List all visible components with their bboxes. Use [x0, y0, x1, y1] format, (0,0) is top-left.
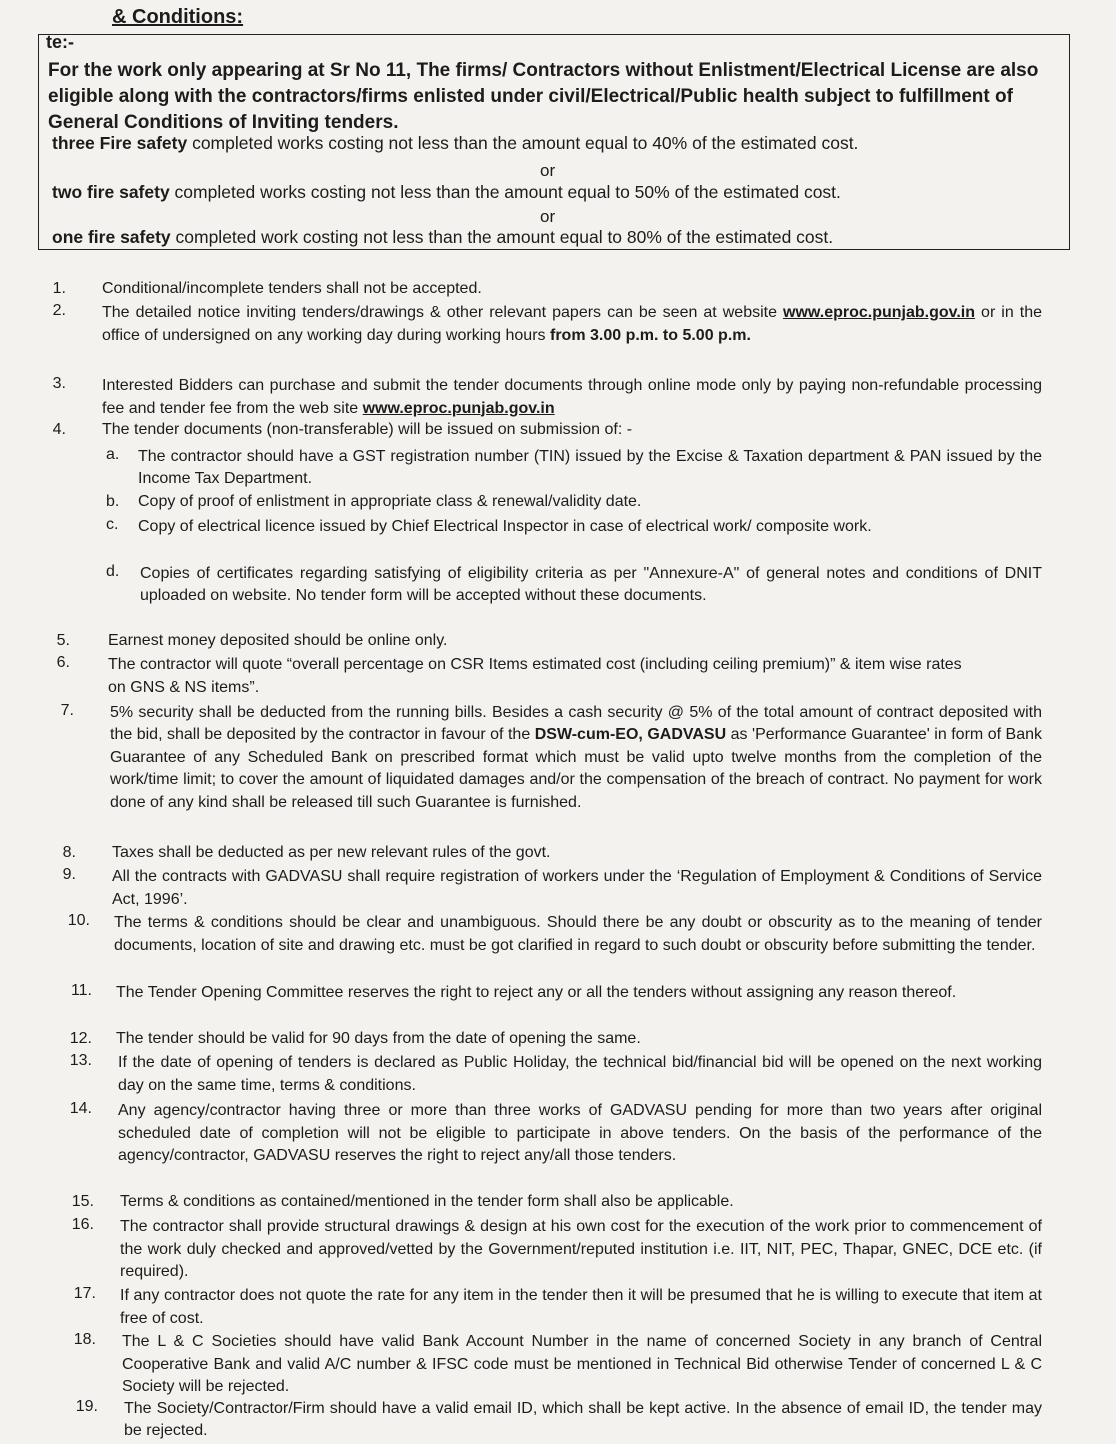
or-separator: or: [540, 207, 556, 226]
sub-item: Copies of certificates regarding satisfying of eligibility criteria as per "Annexure-A" of general notes and conditions of DNIT uploaded on website. No tender form will be accepted without these documents.: [140, 565, 1042, 604]
item-number: 5.: [56, 632, 70, 649]
item-number: 19.: [75, 1398, 98, 1415]
sub-letter: b.: [106, 493, 120, 510]
list-item: 5% security shall be deducted from the running bills. Besides a cash security @ 5% of the total amount of contract deposited with the bid, shall be deposited by the contractor in favour of the DSW-cum-EO, GADVASU as 'Performance Guarantee' in form of Bank Guarantee of any Scheduled Bank on prescribed format which must be valid upto twelve months from the completion of the work/time limit; to cover the amount of liquidated damages and/or the compensation of the breach of contract. No payment for work done of any kind shall be released till such Guarantee is furnished.: [110, 704, 1043, 811]
item-number: 2.: [52, 302, 66, 319]
list-item: The tender should be valid for 90 days from the date of opening the same.: [116, 1030, 641, 1047]
item-number: 14.: [69, 1100, 92, 1117]
sub-letter: d.: [106, 563, 120, 580]
list-item: The Society/Contractor/Firm should have a valid email ID, which shall be kept active. In the absence of email ID, the tender may be rejected.: [124, 1400, 1042, 1439]
item-number: 8.: [62, 844, 76, 861]
sub-item: The contractor should have a GST registration number (TIN) issued by the Excise & Taxation department & PAN issued by the Income Tax Department.: [138, 448, 1042, 487]
list-item: The tender documents (non-transferable) will be issued on submission of: -: [102, 421, 633, 438]
item-number: 13.: [69, 1052, 92, 1069]
item-number: 15.: [71, 1193, 94, 1210]
criterion-3: one fire safety completed work costing not less than the amount equal to 80% of the estimated cost.: [52, 227, 834, 247]
list-item: Conditional/incomplete tenders shall not be accepted.: [102, 280, 482, 297]
list-item: The Tender Opening Committee reserves the right to reject any or all the tenders without assigning any reason thereof.: [116, 984, 957, 1001]
criterion-2: two fire safety completed works costing not less than the amount equal to 50% of the estimated cost.: [52, 182, 841, 202]
or-separator: or: [540, 161, 556, 180]
item-number: 17.: [73, 1285, 96, 1302]
sub-letter: a.: [106, 446, 120, 463]
item-number: 9.: [62, 866, 76, 883]
list-item: The contractor will quote “overall percentage on CSR Items estimated cost (including ceiling premium)” & item wise rates on GNS & NS items”.: [108, 656, 962, 696]
item-number: 10.: [67, 912, 90, 929]
list-item: Interested Bidders can purchase and submit the tender documents through online mode only by paying non-refundable processing fee and tender fee from the web site www.eproc.punjab.gov.in: [102, 377, 1042, 417]
page-heading: & Conditions:: [112, 6, 244, 28]
list-item: Terms & conditions as contained/mentioned in the tender form shall also be applicable.: [120, 1193, 734, 1210]
website-link[interactable]: www.eproc.punjab.gov.in: [362, 399, 555, 417]
note-label: te:-: [46, 32, 74, 52]
sub-item: Copy of proof of enlistment in appropriate class & renewal/validity date.: [138, 493, 642, 510]
list-item: Earnest money deposited should be online only.: [108, 632, 448, 649]
list-item: All the contracts with GADVASU shall require registration of workers under the ‘Regulation of Employment & Conditions of Service Act, 1996’.: [112, 868, 1042, 908]
list-item: Taxes shall be deducted as per new relevant rules of the govt.: [112, 844, 551, 861]
item-number: 18.: [73, 1331, 96, 1348]
list-item: The contractor shall provide structural drawings & design at his own cost for the execution of the work prior to commencement of the work duly checked and approved/vetted by the Government/reputed institution i.e. IIT, NIT, PEC, Thapar, GNEC, DCE etc. (if required).: [120, 1218, 1042, 1280]
list-item: Any agency/contractor having three or more than three works of GADVASU pending for more than two years after original scheduled date of completion will not be eligible to participate in above tenders. On the basis of the performance of the agency/contractor, GADVASU reserves the right to reject any/all those tenders.: [118, 1102, 1042, 1164]
item-number: 7.: [60, 702, 74, 719]
item-number: 4.: [52, 421, 66, 438]
item-number: 1.: [52, 280, 66, 297]
item-number: 6.: [56, 654, 70, 671]
list-item: The detailed notice inviting tenders/drawings & other relevant papers can be seen at website www.eproc.punjab.gov.in or in the office of undersigned on any working day during working hours from 3.00 p.m. to 5.00 p.m.: [102, 304, 1042, 344]
item-number: 3.: [52, 375, 66, 392]
list-item: The terms & conditions should be clear and unambiguous. Should there be any doubt or obscurity as to the meaning of tender documents, location of site and drawing etc. must be got clarified in regard to such doubt or obscurity before submitting the tender.: [114, 914, 1042, 954]
item-number: 11.: [70, 982, 92, 999]
list-item: The L & C Societies should have valid Bank Account Number in the name of concerned Society in any branch of Central Cooperative Bank and valid A/C number & IFSC code must be mentioned in Technical Bid otherwise Tender of concerned L & C Society will be rejected.: [122, 1333, 1042, 1395]
sub-item: Copy of electrical licence issued by Chief Electrical Inspector in case of electrical work/ composite work.: [138, 518, 872, 535]
list-item: If any contractor does not quote the rate for any item in the tender then it will be presumed that he is willing to execute that item at free of cost.: [120, 1287, 1042, 1327]
sub-letter: c.: [106, 516, 119, 533]
list-item: If the date of opening of tenders is declared as Public Holiday, the technical bid/financial bid will be opened on the next working day on the same time, terms & conditions.: [118, 1054, 1042, 1094]
website-link[interactable]: www.eproc.punjab.gov.in: [783, 304, 976, 321]
item-number: 12.: [69, 1030, 92, 1047]
note-paragraph: For the work only appearing at Sr No 11, The firms/ Contractors without Enlistment/Electrical License are also eligible along with the contractors/firms enlisted under civil/Electrical/Public health subject to fulfillment of General Conditions of Inviting tenders.: [48, 60, 1039, 133]
item-number: 16.: [71, 1216, 94, 1233]
criterion-1: three Fire safety completed works costing not less than the amount equal to 40% of the estimated cost.: [52, 133, 859, 153]
